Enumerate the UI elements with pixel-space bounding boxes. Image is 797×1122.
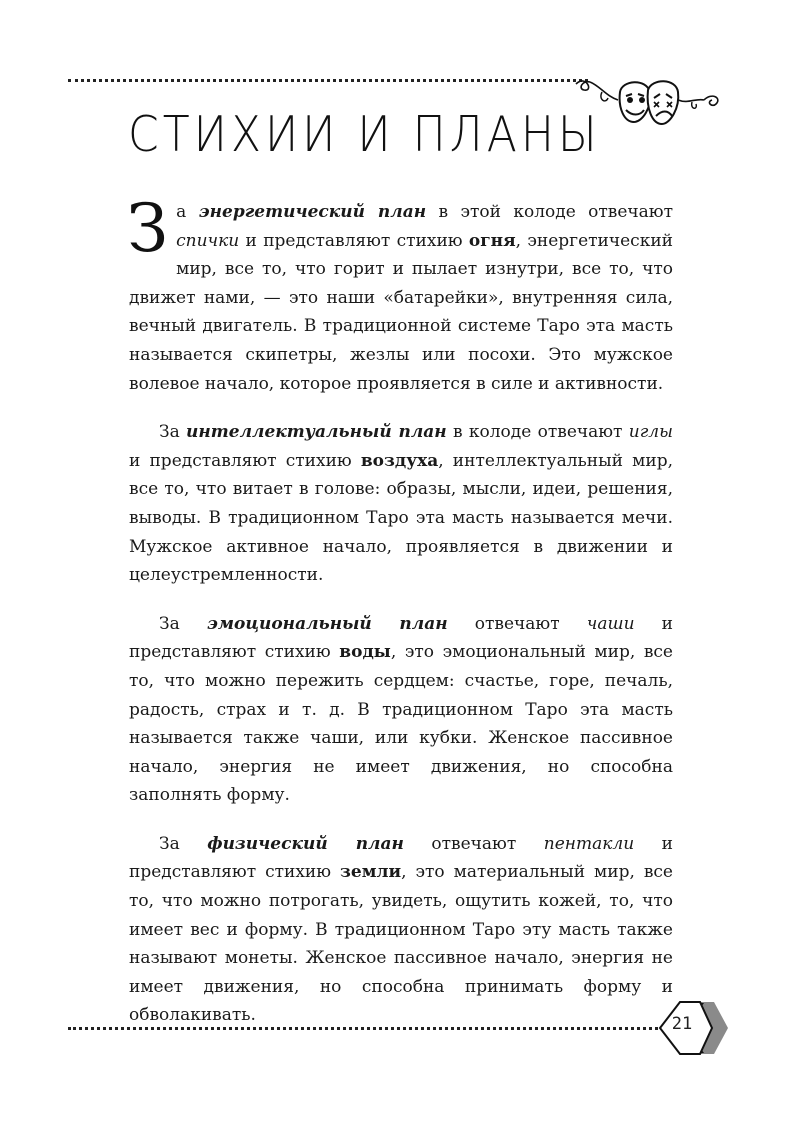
term-energy-plan: энергетический план bbox=[198, 202, 427, 222]
paragraph-water: За эмоциональный план отвечают чаши и представляют стихию воды, это эмоциональный мир, все то, что можно пережить сердцем: счастье, горе, печаль, радость, страх и т. д. В традиционном Таро эта масть называется также чаши, или кубки. Женское пассивное начало, энергия не имеет движения, но способна заполнять форму. bbox=[129, 613, 673, 806]
paragraph-earth: За физический план отвечают пентакли и представляют стихию земли, это материальный мир, все то, что можно потрогать, увидеть, ощутить кожей, то, что имеет вес и форму. В традиционном Таро эту масть также называют монеты. Женское пассивное начало, энергия не имеет движения, но способна принимать форму и обволакивать. bbox=[129, 833, 673, 1026]
term-intellect-plan: интеллектуальный план bbox=[186, 422, 447, 443]
term-fire: огня bbox=[468, 230, 516, 251]
term-physical-plan: физический план bbox=[207, 833, 404, 854]
page-number: 21 bbox=[671, 1014, 693, 1034]
term-pentacles: пентакли bbox=[543, 833, 635, 854]
paragraph-fire: За энергетический план в этой колоде отвечают спички и представляют стихию огня, энергетический мир, все то, что горит и пылает изнутри, все то, что движет нами, — это наши «батарейки», внутренняя сила, вечный двигатель. В традиционной системе Таро эта масть называется скипетры, жезлы или посохи. Это мужское волевое начало, которое проявляется в силе и активности. bbox=[127, 190, 673, 394]
body-text bbox=[127, 190, 673, 1050]
header-dotted-rule bbox=[68, 79, 588, 82]
term-air: воздуха bbox=[360, 450, 439, 471]
term-matches: спички bbox=[176, 230, 240, 251]
term-needles: иглы bbox=[628, 422, 673, 443]
paragraph-air: За интеллектуальный план в колоде отвечают иглы и представляют стихию воздуха, интеллектуальный мир, все то, что витает в голове: образы, мысли, идеи, решения, выводы. В традиционном Таро эта масть называется мечи. Мужское активное начало, проявляется в движении и целеустремленности. bbox=[129, 422, 673, 586]
term-earth: земли bbox=[340, 862, 402, 883]
page-title: СТИХИИ И ПЛАНЫ bbox=[128, 106, 601, 164]
term-water: воды bbox=[339, 642, 391, 663]
term-cups: чаши bbox=[586, 613, 635, 634]
footer-dotted-rule bbox=[68, 1027, 658, 1030]
term-emotion-plan: эмоциональный план bbox=[206, 613, 448, 634]
drop-cap: З bbox=[127, 190, 169, 267]
